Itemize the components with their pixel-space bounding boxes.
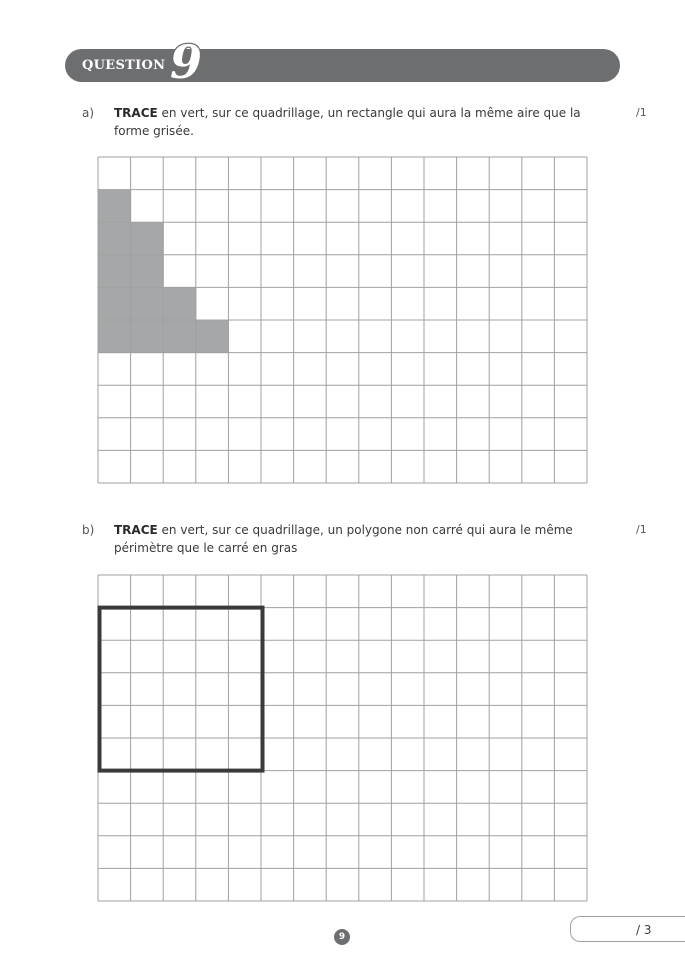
part-b-verb: TRACE bbox=[114, 523, 158, 537]
shaded-cell bbox=[98, 222, 131, 255]
shaded-cell bbox=[196, 320, 229, 353]
shaded-cell bbox=[131, 255, 164, 288]
shaded-cell bbox=[98, 287, 131, 320]
shaded-cell bbox=[98, 320, 131, 353]
shaded-cell bbox=[163, 287, 196, 320]
part-a-letter: a) bbox=[82, 106, 95, 120]
total-score: / 3 bbox=[636, 923, 652, 937]
question-number bbox=[166, 38, 206, 88]
svg-text:9: 9 bbox=[169, 38, 203, 88]
shaded-cell bbox=[131, 320, 164, 353]
part-a-instruction bbox=[114, 104, 614, 140]
grid-b[interactable] bbox=[97, 574, 589, 904]
part-a-score: /1 bbox=[636, 106, 647, 119]
shaded-cell bbox=[98, 255, 131, 288]
total-score-box bbox=[570, 916, 685, 942]
part-a-verb: TRACE bbox=[114, 106, 158, 120]
part-b-letter: b) bbox=[82, 523, 95, 537]
page-number: 9 bbox=[334, 929, 350, 945]
bold-square bbox=[100, 608, 263, 771]
question-header-label: QUESTION bbox=[82, 58, 166, 73]
shaded-cell bbox=[163, 320, 196, 353]
shaded-cell bbox=[131, 287, 164, 320]
grid-a[interactable] bbox=[97, 156, 589, 486]
shaded-cell bbox=[98, 190, 131, 223]
shaded-cell bbox=[131, 222, 164, 255]
part-b-text: en vert, sur ce quadrillage, un polygone non carré qui aura le même périmètre que le carré en gras bbox=[114, 523, 573, 555]
part-b-score: /1 bbox=[636, 523, 647, 536]
part-b-instruction bbox=[114, 521, 614, 557]
part-a-text: en vert, sur ce quadrillage, un rectangle qui aura la même aire que la forme grisée. bbox=[114, 106, 581, 138]
